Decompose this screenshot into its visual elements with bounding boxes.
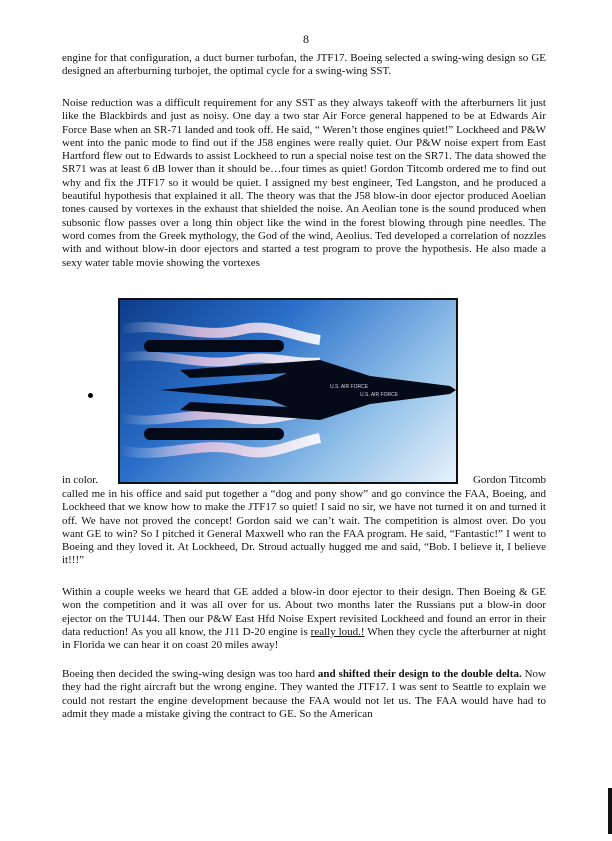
paragraph-1: engine for that configuration, a duct burner turbofan, the JTF17. Boeing selected a swing-wing design so GE designed an afterburning turbojet, the optimal cycle for a swing-wing SST. [62, 52, 546, 78]
paragraph-3-text-b: When they cycle the afterburner at night in Florida we can hear it on coast 20 miles away! [62, 625, 546, 652]
aircraft-marking-2: U.S. AIR FORCE [360, 392, 399, 398]
paragraph-4-bold: and shifted their design to the double delta. [317, 668, 522, 680]
bullet-marker [88, 393, 93, 398]
page-number: 8 [303, 32, 309, 46]
paragraph-2: Noise reduction was a difficult requirement for any SST as they always takeoff with the afterburners lit just like the Blackbirds and just as noisy. One day a two star Air Force general happened to be at Edwards Air Force Base when an SR-71 landed and took off. He said, “ Weren’t those engines quiet!” Lockheed and P&W went into the panic mode to find out if the J58 engines were really quiet. Our P&W noise expert from East Hartford flew out to Edwards to assist Lockheed to run a special noise test on the SR71. The data showed the SR71 was at least 6 dB lower than it should be…four times as quiet! Gordon Titcomb ordered me to find out why and fix the JTF17 so it would be quiet. I assigned my best engineer, Ted Langston, and he produced a beautiful hypothesis that explained it all. The theory was that the J58 blow-in door ejector produced Aoelian tones caused by vortexes in the exhaust that shielded the noise. An Aeolian tone is the sound produced when subsonic flow passes over a long thin object like the wind in the forest blowing through pine needles. The word comes from the Greek mythology, the God of the wind, Aeolius. Ted developed a correlation of nozzles with and without blow-in door ejectors and started a test program to prove the hypothesis. He also made a sexy water table movie showing the vortexes [62, 97, 546, 269]
paragraph-3-text-a: Within a couple weeks we heard that GE added a blow-in door ejector to their design. Then Boeing & GE won the competition and it was all over for us. About two months later the Russians put a blow-in door ejector on the TU144. Then our P&W East Hfd Noise Expert revisited Lockheed and found an error in their data reduction! As you all know, the J11 D-20 engine is [62, 586, 546, 638]
paragraph-4 [62, 668, 546, 721]
paragraph-3-underlined: really loud.! [310, 625, 365, 638]
scan-edge-mark [608, 788, 612, 834]
sr71-aircraft-image [120, 300, 456, 482]
paragraph-3 [62, 586, 546, 652]
paragraph-4-text-a: Boeing then decided the swing-wing design was too hard [62, 668, 318, 680]
sr71-silhouette [144, 340, 456, 440]
paragraph-2-in-color: in color. [62, 474, 99, 486]
paragraph-4-text-b: Now they had the right aircraft but the wrong engine. They wanted the JTF17. I was sent to Seattle to explain we could not restart the engine development because the FAA would not let us. The FAA would have had to admit they made a mistake giving the contract to GE. So the American [62, 668, 546, 720]
paragraph-2-gordon: Gordon Titcomb [472, 474, 546, 486]
sr71-water-table-photo [118, 298, 458, 484]
paragraph-2-continued: called me in his office and said put together a “dog and pony show” and go convince the FAA, Boeing, and Lockheed that we know how to make the JTF17 so quiet! I said no sir, we have not turned it on and turned it off. We have not proved the concept! Gordon said we can’t wait. The competition is almost over. Do you want GE to win? So I pitched it General Maxwell who ran the FAA program. He said, “Fantastic!” I went to Boeing and they loved it. At Lockheed, Dr. Stroud actually hugged me and said, “Bob. I believe it, I believe it!!!” [62, 488, 546, 567]
aircraft-marking-1: U.S. AIR FORCE [330, 384, 369, 390]
